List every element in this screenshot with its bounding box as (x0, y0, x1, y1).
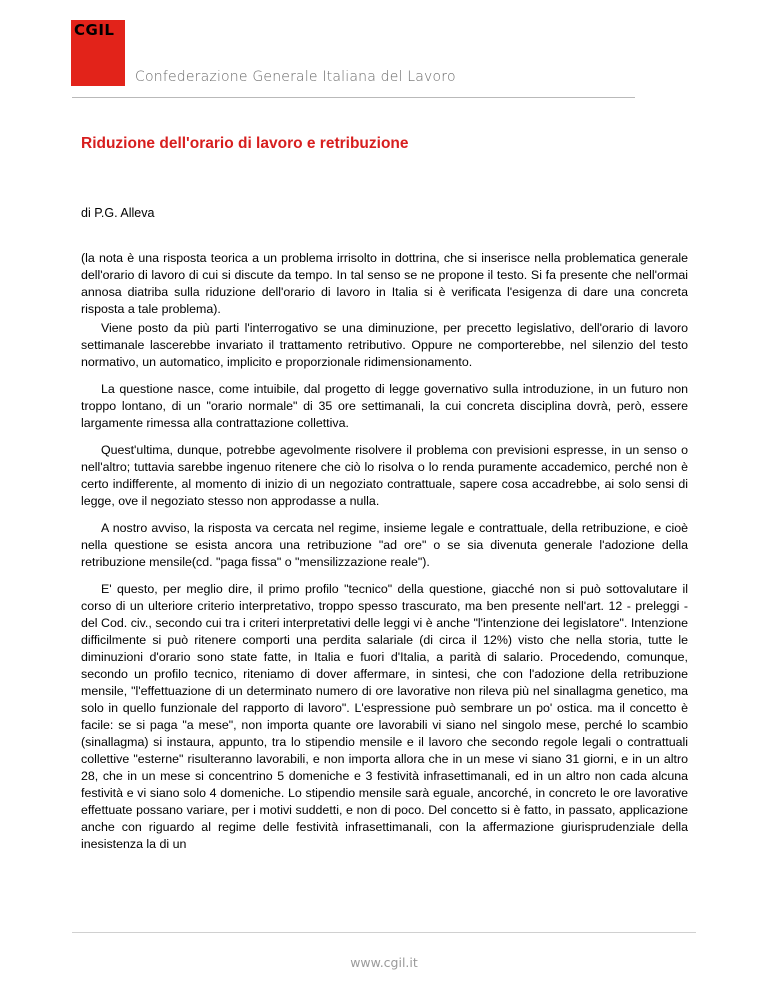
body-paragraph: Quest'ultima, dunque, potrebbe agevolmente risolvere il problema con previsioni espresse, in un senso o nell'altro; tuttavia sarebbe ingenuo ritenere che ciò lo risolva o lo renda puramente accademico, perché non è certo indifferente, al momento di inizio di un negoziato contrattuale, sapere cosa accadrebbe, ai solo sensi di legge, ove il negoziato stesso non approdasse a nulla. (81, 443, 688, 508)
logo-text: CGIL (74, 21, 115, 39)
footer-divider (72, 932, 696, 933)
organization-name: Confederazione Generale Italiana del Lavoro (135, 69, 456, 85)
intro-paragraph: (la nota è una risposta teorica a un problema irrisolto in dottrina, che si inserisce nella problematica generale dell'orario di lavoro di cui si discute da tempo. In tal senso se ne propone il testo. Si fa presente che nell'ormai annosa diatriba sulla riduzione dell'orario di lavoro in Italia si è verificata l'esigenza di dare una concreta risposta a tale problema). (81, 251, 688, 316)
body-paragraph: Viene posto da più parti l'interrogativo se una diminuzione, per precetto legislativo, dell'orario di lavoro settimanale lascerebbe invariato il trattamento retributivo. Oppure ne comporterebbe, nel silenzio del testo normativo, un automatico, implicito e proporzionale ridimensionamento. (81, 321, 688, 369)
body-paragraph: E' questo, per meglio dire, il primo profilo "tecnico" della questione, giacché non si può sottovalutare il corso di un ulteriore criterio interpretativo, troppo spesso trascurato, ma ben presente nell'art. 12 - preleggi - del Cod. civ., secondo cui tra i criteri interpretativi delle leggi vi è anche "l'intenzione dei legislatore". Intenzione difficilmente si può ritenere comporti una perdita salariale (di circa il 12%) visto che nella storia, tutte le diminuzioni d'orario sono state fatte, in Italia e fuori d'Italia, a parità di salario. Procedendo, comunque, secondo un profilo tecnico, riteniamo di dover affermare, in sintesi, che con l'adozione della retribuzione mensile, "l'effettuazione di un determinato numero di ore lavorative non rileva più nel sinallagma genetico, ma solo in quello funzionale del rapporto di lavoro". L'espressione può sembrare un po' ostica. ma il concetto è facile: se si paga "a mese", non importa quante ore lavorabili vi siano nel singolo mese, perché lo scambio (sinallagma) si instaura, appunto, tra lo stipendio mensile e il lavoro che secondo regole legali o contrattuali collettive "esterne" risulteranno lavorabili, e non importa allora che in un mese vi siano 31 giorni, e in un altro 28, che in un mese si concentrino 5 domeniche e 3 festività infrasettimanali, ed in un altro non cada alcuna festività e vi siano solo 4 domeniche. Lo stipendio mensile sarà eguale, ancorché, in concreto le ore lavorative effettuate possano variare, per i motivi suddetti, e non di poco. Del concetto si è fatto, in passato, applicazione anche con riguardo al regime delle festività infrasettimanali, con la affermazione giurisprudenziale della inesistenza la di un (81, 582, 688, 851)
intro-note (81, 250, 688, 318)
header-divider (72, 97, 635, 98)
body-paragraph: A nostro avviso, la risposta va cercata nel regime, insieme legale e contrattuale, della retribuzione, e cioè nella questione se esista ancora una retribuzione "ad ore" o se sia divenuta generale l'adozione della retribuzione mensile(cd. "paga fissa" o "mensilizzazione reale"). (81, 521, 688, 569)
article-body (81, 320, 688, 863)
article-author: di P.G. Alleva (81, 206, 155, 220)
article-title: Riduzione dell'orario di lavoro e retribuzione (81, 135, 409, 152)
body-paragraph: La questione nasce, come intuibile, dal progetto di legge governativo sulla introduzione, in un futuro non troppo lontano, di un "orario normale" di 35 ore settimanali, la cui concreta disciplina dovrà, però, essere largamente rimessa alla contrattazione collettiva. (81, 382, 688, 430)
footer-website-link[interactable]: www.cgil.it (350, 955, 418, 970)
